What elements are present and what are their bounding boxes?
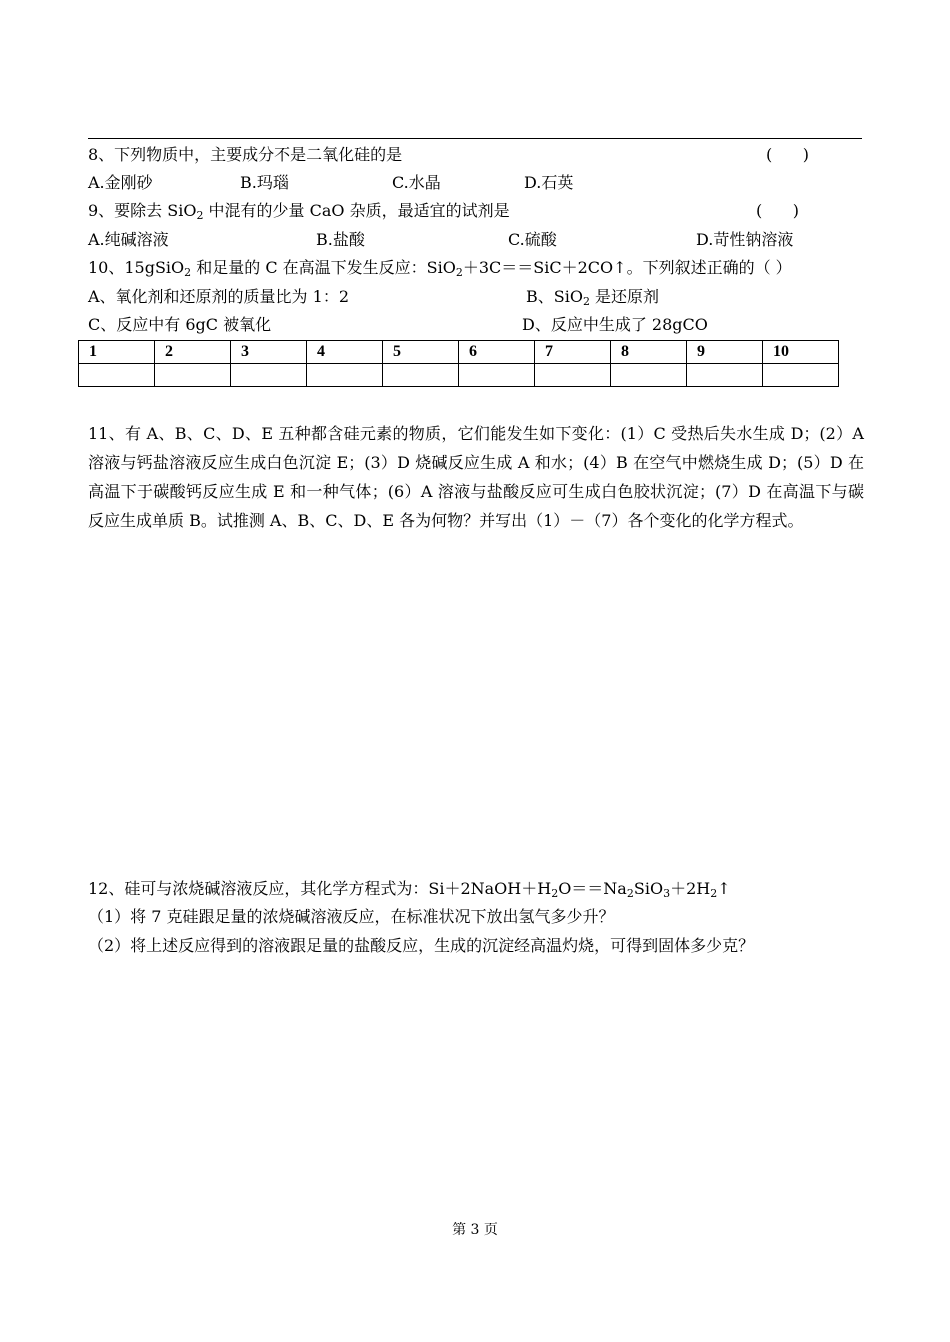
answer-table-header-row bbox=[79, 341, 839, 364]
answer-table-header: 9 bbox=[687, 341, 763, 364]
answer-cell[interactable] bbox=[611, 364, 687, 387]
answer-cell[interactable] bbox=[763, 364, 839, 387]
q11-paragraph: 11、有 A、B、C、D、E 五种都含硅元素的物质，它们能发生如下变化：(1）C 受热后失水生成 D；(2）A 溶液与钙盐溶液反应生成白色沉淀 E；(3）D 烧碱反应生成 A 和水；(4）B 在空气中燃烧生成 D；(5）D 在高温下于碳酸钙反应生成 E 和一种气体；(6）A 溶液与盐酸反应可生成白色胶状沉淀；(7）D 在高温下与碳反应生成单质 B。试推测 A、B、C、D、E 各为何物？并写出（1）－（7）各个变化的化学方程式。 bbox=[88, 424, 864, 530]
q9-stem: 9、要除去 SiO$_2$ 中混有的少量 CaO 杂质，最适宜的试剂是 bbox=[88, 201, 510, 222]
answer-cell[interactable] bbox=[459, 364, 535, 387]
answer-table-header: 1 bbox=[79, 341, 155, 364]
top-rule bbox=[88, 138, 862, 139]
q12-stem: 12、硅可与浓烧碱溶液反应，其化学方程式为：$Si+2NaOH+H_2O==Na_2SiO_3+2H_2↑$ bbox=[88, 879, 731, 900]
q8-option-a: A.金刚砂 bbox=[88, 173, 153, 192]
answer-table-header: 10 bbox=[763, 341, 839, 364]
q8-option-b: B.玛瑙 bbox=[240, 173, 289, 192]
answer-cell[interactable] bbox=[383, 364, 459, 387]
answer-table-answer-row bbox=[79, 364, 839, 387]
q10-option-b: B、SiO$_2$ 是还原剂 bbox=[526, 287, 660, 308]
q10-option-c: C、反应中有 6gC 被氧化 bbox=[88, 315, 272, 334]
q8-answer-bracket[interactable]: ( ) bbox=[766, 145, 809, 164]
q9-option-b: B.盐酸 bbox=[316, 230, 365, 249]
page-number: 第 3 页 bbox=[452, 1222, 498, 1238]
q10-option-d: D、反应中生成了 28gCO bbox=[522, 315, 708, 334]
q9-option-d: D.苛性钠溶液 bbox=[696, 230, 794, 249]
q9-option-a: A.纯碱溶液 bbox=[88, 230, 169, 249]
q10-option-a: A、氧化剂和还原剂的质量比为 1：2 bbox=[88, 287, 350, 306]
q8-option-c: C.水晶 bbox=[392, 173, 441, 192]
answer-cell[interactable] bbox=[231, 364, 307, 387]
answer-cell[interactable] bbox=[307, 364, 383, 387]
answer-table-header: 7 bbox=[535, 341, 611, 364]
answer-table-header: 5 bbox=[383, 341, 459, 364]
answer-table-header: 6 bbox=[459, 341, 535, 364]
answer-table-header: 2 bbox=[155, 341, 231, 364]
q8-option-d: D.石英 bbox=[524, 173, 574, 192]
answer-table-header: 8 bbox=[611, 341, 687, 364]
answer-cell[interactable] bbox=[79, 364, 155, 387]
answer-table-header: 4 bbox=[307, 341, 383, 364]
q9-option-c: C.硫酸 bbox=[508, 230, 557, 249]
q12-subquestion-1: （1）将 7 克硅跟足量的浓烧碱溶液反应，在标准状况下放出氢气多少升？ bbox=[88, 907, 615, 926]
answer-cell[interactable] bbox=[155, 364, 231, 387]
answer-table bbox=[78, 340, 839, 387]
answer-table-header: 3 bbox=[231, 341, 307, 364]
q8-stem: 8、下列物质中，主要成分不是二氧化硅的是 bbox=[88, 145, 403, 164]
answer-cell[interactable] bbox=[535, 364, 611, 387]
answer-cell[interactable] bbox=[687, 364, 763, 387]
q9-answer-bracket[interactable]: ( ) bbox=[756, 201, 799, 220]
q12-subquestion-2: （2）将上述反应得到的溶液跟足量的盐酸反应，生成的沉淀经高温灼烧，可得到固体多少克？ bbox=[88, 936, 755, 955]
q10-stem: 10、15gSiO$_2$ 和足量的 C 在高温下发生反应：SiO$_2$＋3C＝＝SiC＋2CO↑。下列叙述正确的（ ） bbox=[88, 258, 792, 279]
